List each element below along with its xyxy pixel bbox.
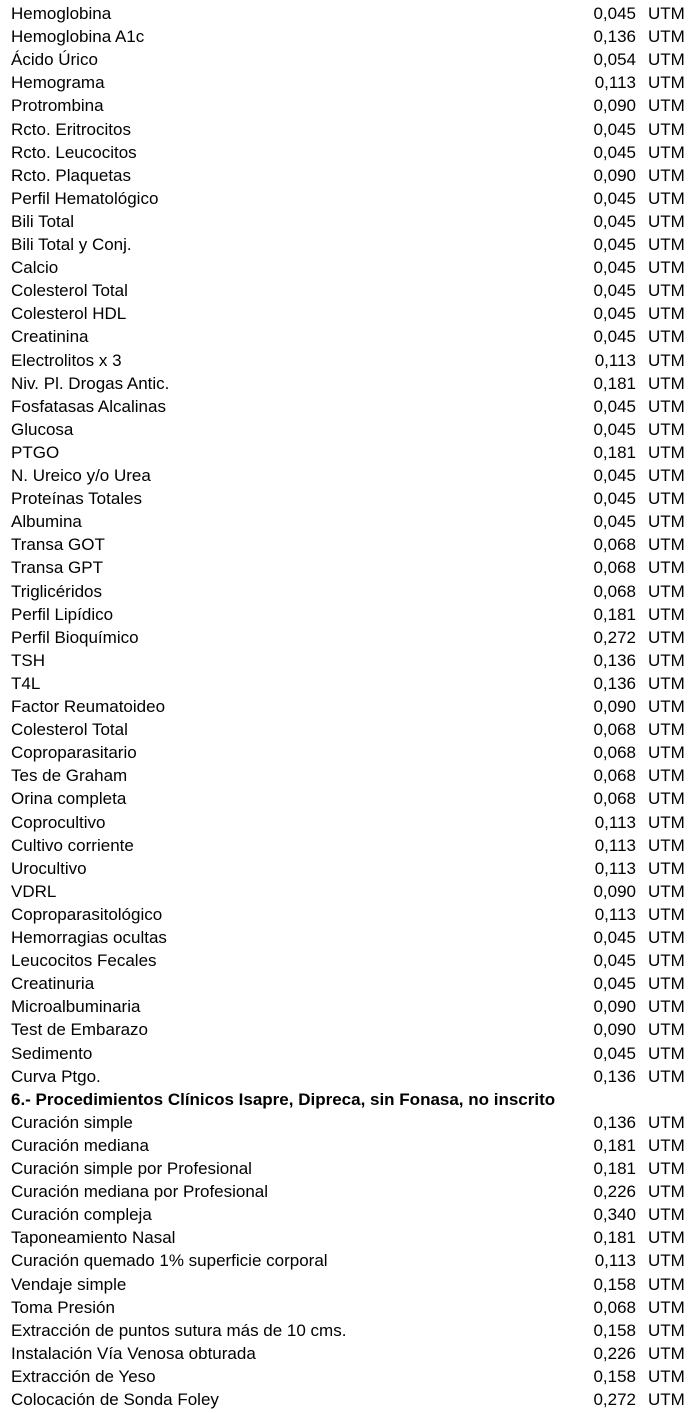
item-unit: UTM [648, 997, 685, 1017]
item-name: Curva Ptgo. [11, 1066, 101, 1086]
item-price: 0,181 [593, 1135, 636, 1155]
item-name: Triglicéridos [11, 581, 103, 601]
item-unit: UTM [648, 581, 685, 601]
item-unit: UTM [648, 327, 685, 347]
item-unit: UTM [648, 281, 685, 301]
price-row [0, 395, 699, 418]
price-row [0, 302, 699, 325]
price-row [0, 279, 699, 302]
item-name: Test de Embarazo [11, 1020, 149, 1040]
item-unit: UTM [648, 858, 685, 878]
price-row [0, 972, 699, 995]
price-row [0, 187, 699, 210]
item-price: 0,045 [593, 281, 636, 301]
item-name: Creatinuria [11, 974, 95, 994]
item-price: 0,181 [593, 1228, 636, 1248]
price-row [0, 1111, 699, 1134]
item-price: 0,226 [593, 1343, 636, 1363]
price-row [0, 741, 699, 764]
item-unit: UTM [648, 142, 685, 162]
item-name: Transa GPT [11, 558, 103, 578]
price-row [0, 695, 699, 718]
item-unit: UTM [648, 466, 685, 485]
item-name: Hemograma [11, 73, 105, 93]
item-name: Microalbuminaria [11, 997, 141, 1017]
item-name: VDRL [11, 881, 57, 901]
item-name: Curación mediana [11, 1135, 149, 1155]
item-price: 0,045 [593, 419, 636, 439]
price-row [0, 718, 699, 741]
item-unit: UTM [648, 73, 685, 93]
price-row [0, 1365, 699, 1388]
item-price: 0,181 [593, 442, 636, 462]
item-name: Fosfatasas Alcalinas [11, 396, 166, 416]
item-price: 0,068 [593, 1297, 636, 1317]
price-row [0, 1018, 699, 1041]
price-row [0, 533, 699, 556]
item-unit: UTM [648, 4, 685, 23]
price-row [0, 1319, 699, 1342]
price-row [0, 995, 699, 1018]
item-name: TSH [11, 650, 45, 670]
item-name: Curación compleja [11, 1205, 152, 1225]
price-row [0, 256, 699, 279]
item-price: 0,136 [593, 673, 636, 693]
item-unit: UTM [648, 1135, 685, 1155]
item-unit: UTM [648, 835, 685, 855]
item-unit: UTM [648, 1182, 685, 1202]
price-row [0, 857, 699, 880]
item-unit: UTM [648, 512, 685, 532]
item-unit: UTM [648, 396, 685, 416]
price-row [0, 25, 699, 48]
item-unit: UTM [648, 604, 685, 624]
item-name: Vendaje simple [11, 1274, 127, 1294]
item-name: Ácido Úrico [11, 50, 98, 70]
item-price: 0,113 [594, 73, 636, 93]
price-row [0, 510, 699, 533]
item-price: 0,090 [593, 165, 636, 185]
item-price: 0,045 [593, 188, 636, 208]
item-unit: UTM [648, 673, 685, 693]
item-unit: UTM [648, 650, 685, 670]
item-unit: UTM [648, 258, 685, 278]
item-price: 0,045 [593, 951, 636, 971]
item-price: 0,136 [593, 650, 636, 670]
price-row [0, 1249, 699, 1272]
price-row [0, 834, 699, 857]
price-row [0, 787, 699, 810]
price-row [0, 603, 699, 626]
item-name: Glucosa [11, 419, 74, 439]
item-unit: UTM [648, 165, 685, 185]
item-price: 0,045 [593, 928, 636, 947]
price-row [0, 2, 699, 25]
item-price: 0,068 [593, 720, 636, 740]
price-row [0, 1065, 699, 1088]
item-name: Rcto. Eritrocitos [11, 119, 131, 139]
item-unit: UTM [648, 350, 685, 370]
price-row [0, 1296, 699, 1319]
price-row [0, 764, 699, 787]
item-name: Curación simple [11, 1112, 133, 1132]
item-name: Colocación de Sonda Foley [11, 1390, 219, 1409]
item-price: 0,181 [593, 373, 636, 393]
item-name: Proteínas Totales [11, 489, 143, 509]
item-price: 0,113 [594, 350, 636, 370]
item-unit: UTM [648, 119, 685, 139]
item-unit: UTM [648, 235, 685, 254]
item-price: 0,136 [593, 1112, 636, 1132]
item-name: Hemoglobina [11, 4, 112, 23]
item-price: 0,340 [593, 1205, 636, 1225]
item-price: 0,113 [594, 835, 636, 855]
item-name: Orina completa [11, 789, 127, 809]
item-unit: UTM [648, 1205, 685, 1225]
item-unit: UTM [648, 904, 685, 924]
price-row [0, 210, 699, 233]
item-unit: UTM [648, 1112, 685, 1132]
item-unit: UTM [648, 1297, 685, 1317]
item-name: Leucocitos Fecales [11, 951, 157, 971]
item-price: 0,045 [593, 142, 636, 162]
item-unit: UTM [648, 1320, 685, 1340]
item-name: Cultivo corriente [11, 835, 134, 855]
price-row [0, 487, 699, 510]
item-price: 0,068 [593, 766, 636, 786]
item-unit: UTM [648, 211, 685, 231]
item-price: 0,272 [593, 627, 636, 647]
item-name: Coproparasitario [11, 743, 137, 763]
item-unit: UTM [648, 881, 685, 901]
item-unit: UTM [648, 1228, 685, 1248]
item-price: 0,136 [593, 1066, 636, 1086]
item-name: Curación mediana por Profesional [11, 1182, 269, 1202]
item-unit: UTM [648, 1343, 685, 1363]
price-row [0, 48, 699, 71]
item-price: 0,068 [593, 581, 636, 601]
price-row [0, 903, 699, 926]
item-price: 0,045 [593, 512, 636, 532]
price-row [0, 1342, 699, 1365]
price-row [0, 325, 699, 348]
item-unit: UTM [648, 558, 685, 578]
item-name: Niv. Pl. Drogas Antic. [11, 373, 170, 393]
item-price: 0,158 [593, 1274, 636, 1294]
price-row [0, 464, 699, 487]
price-row [0, 141, 699, 164]
item-unit: UTM [648, 1020, 685, 1040]
item-price: 0,090 [593, 997, 636, 1017]
item-unit: UTM [648, 812, 685, 832]
item-unit: UTM [648, 697, 685, 716]
item-unit: UTM [648, 627, 685, 647]
item-name: Coproparasitológico [11, 904, 163, 924]
price-row [0, 580, 699, 603]
item-price: 0,045 [593, 466, 636, 485]
price-row [0, 372, 699, 395]
item-unit: UTM [648, 1274, 685, 1294]
item-price: 0,068 [593, 535, 636, 555]
item-name: Bili Total y Conj. [11, 235, 132, 254]
item-name: Hemoglobina A1c [11, 27, 145, 47]
item-price: 0,272 [593, 1390, 636, 1409]
item-price: 0,090 [593, 697, 636, 716]
price-row [0, 71, 699, 94]
item-price: 0,113 [594, 812, 636, 832]
item-price: 0,045 [593, 211, 636, 231]
item-price: 0,158 [593, 1320, 636, 1340]
item-name: PTGO [11, 442, 60, 462]
price-row [0, 1203, 699, 1226]
price-row [0, 1226, 699, 1249]
item-price: 0,090 [593, 1020, 636, 1040]
item-price: 0,136 [593, 27, 636, 47]
item-name: Taponeamiento Nasal [11, 1228, 176, 1248]
price-row [0, 649, 699, 672]
item-unit: UTM [648, 96, 685, 116]
item-unit: UTM [648, 419, 685, 439]
price-row [0, 1180, 699, 1203]
item-unit: UTM [648, 27, 685, 47]
price-row [0, 949, 699, 972]
item-price: 0,045 [593, 258, 636, 278]
item-name: Perfil Hematológico [11, 188, 159, 208]
item-price: 0,113 [594, 1251, 636, 1271]
item-name: Sedimento [11, 1043, 93, 1063]
item-name: Colesterol Total [11, 720, 128, 740]
item-price: 0,068 [593, 558, 636, 578]
item-unit: UTM [648, 50, 685, 70]
item-unit: UTM [648, 1159, 685, 1178]
item-price: 0,181 [593, 604, 636, 624]
item-unit: UTM [648, 743, 685, 763]
item-name: T4L [11, 673, 41, 693]
item-price: 0,158 [593, 1366, 636, 1386]
item-unit: UTM [648, 789, 685, 809]
item-name: Toma Presión [11, 1297, 115, 1317]
price-row [0, 926, 699, 949]
item-name: Tes de Graham [11, 766, 128, 786]
item-unit: UTM [648, 720, 685, 740]
price-row [0, 164, 699, 187]
item-name: Rcto. Leucocitos [11, 142, 137, 162]
item-price: 0,181 [593, 1159, 636, 1178]
item-unit: UTM [648, 304, 685, 324]
item-unit: UTM [648, 951, 685, 971]
item-name: Extracción de Yeso [11, 1366, 156, 1386]
item-price: 0,090 [593, 881, 636, 901]
item-price: 0,045 [593, 396, 636, 416]
item-name: Perfil Lipídico [11, 604, 114, 624]
item-name: Electrolitos x 3 [11, 350, 122, 370]
item-unit: UTM [648, 1066, 685, 1086]
item-unit: UTM [648, 489, 685, 509]
item-unit: UTM [648, 442, 685, 462]
item-unit: UTM [648, 188, 685, 208]
item-name: Curación quemado 1% superficie corporal [11, 1251, 328, 1271]
price-row [0, 672, 699, 695]
item-price: 0,045 [593, 1043, 636, 1063]
item-name: Creatinina [11, 327, 89, 347]
item-name: Perfil Bioquímico [11, 627, 139, 647]
section-heading: 6.- Procedimientos Clínicos Isapre, Dipreca, sin Fonasa, no inscrito [11, 1089, 556, 1109]
item-price: 0,045 [593, 327, 636, 347]
item-name: Colesterol HDL [11, 304, 127, 324]
item-unit: UTM [648, 928, 685, 947]
item-name: Factor Reumatoideo [11, 697, 166, 716]
item-name: Colesterol Total [11, 281, 128, 301]
item-name: N. Ureico y/o Urea [11, 466, 151, 485]
item-price: 0,226 [593, 1182, 636, 1202]
price-row [0, 441, 699, 464]
price-row [0, 94, 699, 117]
price-row [0, 233, 699, 256]
item-name: Transa GOT [11, 535, 105, 555]
item-name: Urocultivo [11, 858, 87, 878]
item-name: Bili Total [11, 211, 74, 231]
item-unit: UTM [648, 1366, 685, 1386]
item-name: Instalación Vía Venosa obturada [11, 1343, 256, 1363]
price-row [0, 1273, 699, 1296]
item-unit: UTM [648, 1390, 685, 1409]
item-price: 0,045 [593, 489, 636, 509]
item-price: 0,068 [593, 743, 636, 763]
item-unit: UTM [648, 535, 685, 555]
item-unit: UTM [648, 974, 685, 994]
item-price: 0,045 [593, 4, 636, 23]
price-row [0, 418, 699, 441]
item-price: 0,113 [594, 858, 636, 878]
item-price: 0,045 [593, 235, 636, 254]
price-row [0, 811, 699, 834]
item-name: Protrombina [11, 96, 104, 116]
price-row [0, 1042, 699, 1065]
item-price: 0,054 [593, 50, 636, 70]
item-price: 0,045 [593, 304, 636, 324]
item-price: 0,113 [594, 904, 636, 924]
item-unit: UTM [648, 766, 685, 786]
item-name: Hemorragias ocultas [11, 928, 167, 947]
price-row [0, 626, 699, 649]
item-unit: UTM [648, 1043, 685, 1063]
price-row [0, 1388, 699, 1411]
price-row [0, 349, 699, 372]
item-unit: UTM [648, 1251, 685, 1271]
price-row [0, 880, 699, 903]
item-name: Albumina [11, 512, 82, 532]
item-name: Rcto. Plaquetas [11, 165, 132, 185]
item-name: Coprocultivo [11, 812, 106, 832]
item-name: Curación simple por Profesional [11, 1159, 252, 1178]
price-row [0, 556, 699, 579]
item-price: 0,045 [593, 119, 636, 139]
item-name: Extracción de puntos sutura más de 10 cms. [11, 1320, 347, 1340]
item-price: 0,045 [593, 974, 636, 994]
item-unit: UTM [648, 373, 685, 393]
price-row [0, 1157, 699, 1180]
item-price: 0,068 [593, 789, 636, 809]
item-price: 0,090 [593, 96, 636, 116]
item-name: Calcio [11, 258, 59, 278]
price-row [0, 1134, 699, 1157]
price-row [0, 118, 699, 141]
